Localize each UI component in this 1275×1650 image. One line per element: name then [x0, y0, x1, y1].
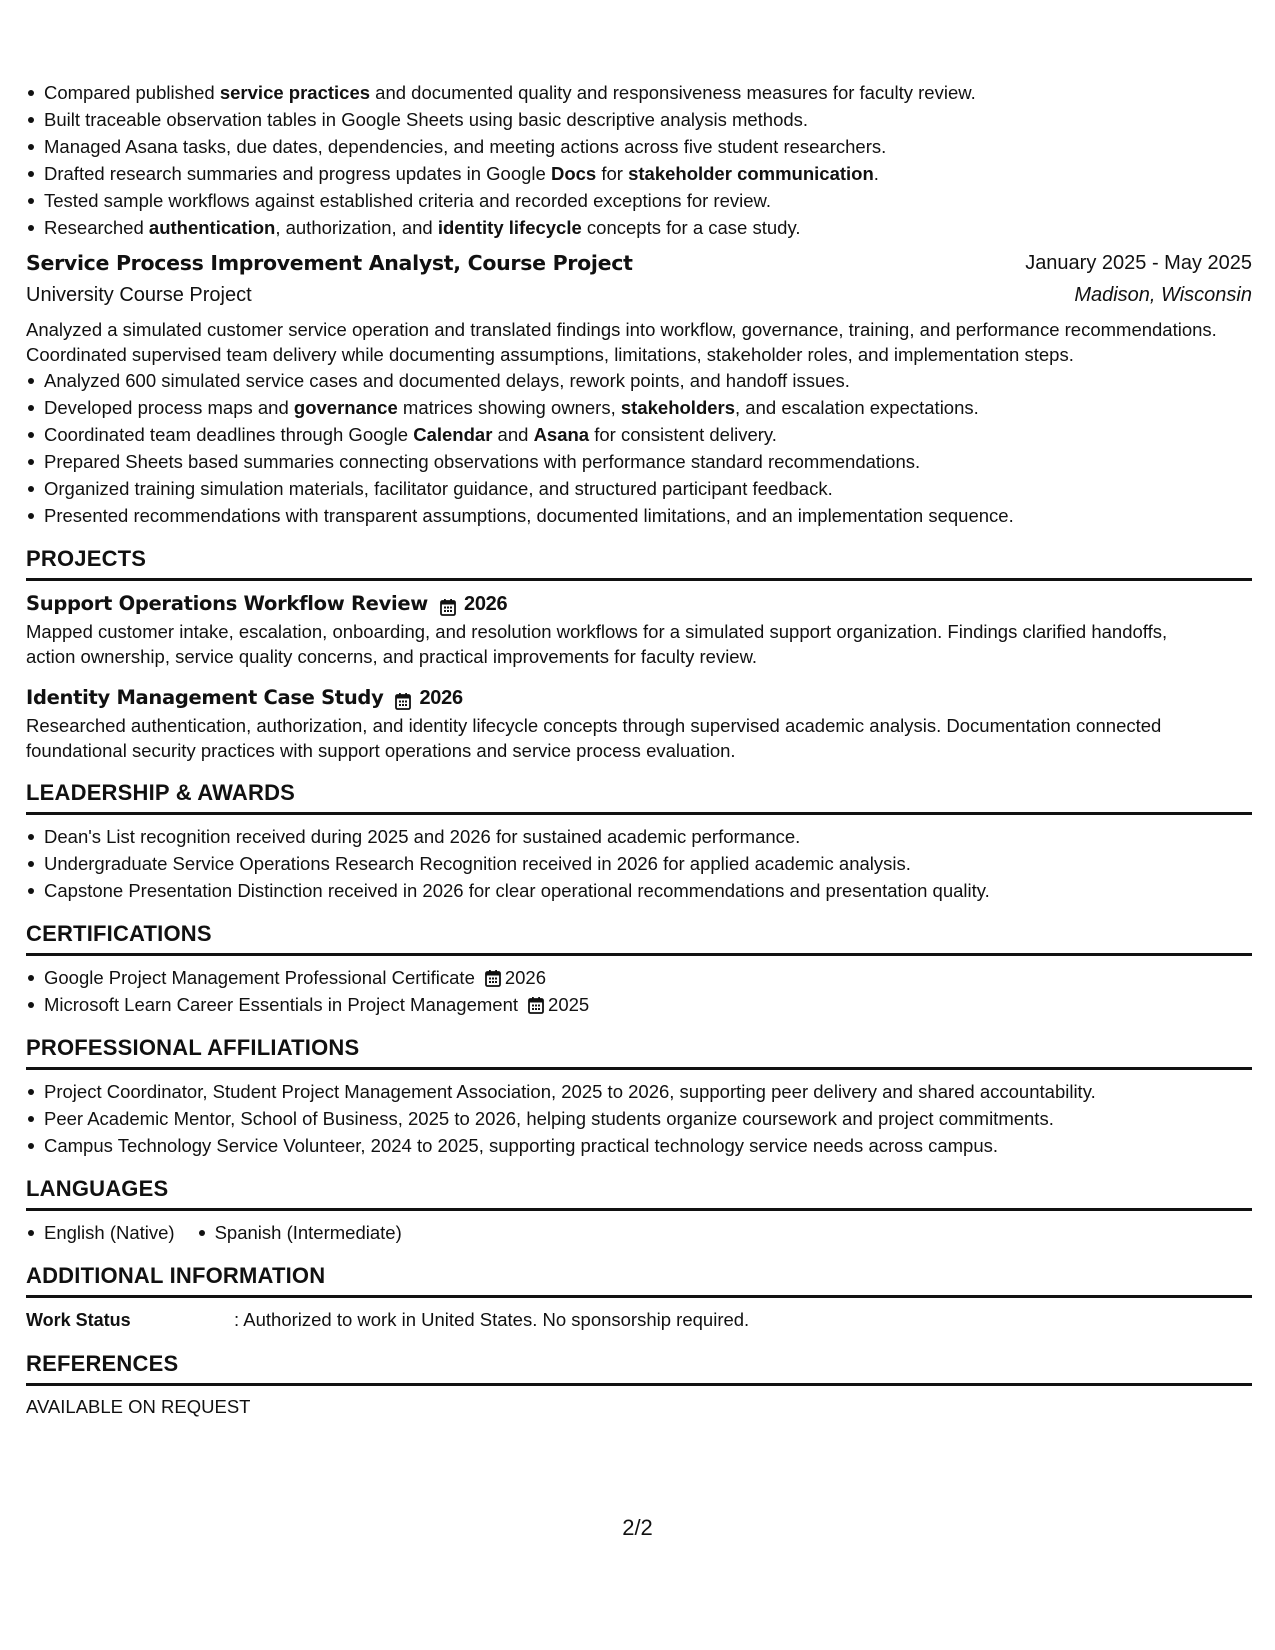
leadership-section — [26, 777, 1252, 904]
affiliations-section — [26, 1032, 1252, 1159]
project-description-line: action ownership, service quality concerns, and practical improvements for faculty review. — [26, 646, 758, 667]
project-description — [26, 619, 1252, 669]
project-entry — [26, 589, 1252, 669]
bullet-item: Researched authentication, authorization, and identity lifecycle concepts for a case study. — [44, 214, 1252, 241]
section-heading: PROFESSIONAL AFFILIATIONS — [26, 1032, 1252, 1070]
section-heading: ADDITIONAL INFORMATION — [26, 1260, 1252, 1298]
languages-section — [26, 1173, 1252, 1246]
certification-year: 2025 — [548, 994, 590, 1015]
bullet-item: Presented recommendations with transparent assumptions, documented limitations, and an implementation sequence. — [44, 502, 1252, 529]
award-item: Undergraduate Service Operations Research Recognition received in 2026 for applied academic analysis. — [44, 850, 1252, 877]
work-status-label: Work Status — [26, 1310, 131, 1330]
affiliation-item: Project Coordinator, Student Project Management Association, 2025 to 2026, supporting peer delivery and shared accountability. — [44, 1078, 1252, 1105]
language-item: English (Native) — [44, 1219, 175, 1246]
award-item: Capstone Presentation Distinction received in 2026 for clear operational recommendations and presentation quality. — [44, 877, 1252, 904]
bullet-item: Developed process maps and governance matrices showing owners, stakeholders, and escalation expectations. — [44, 394, 1252, 421]
project-year: 2026 — [419, 687, 463, 709]
certification-item — [44, 991, 1252, 1018]
certification-name: Microsoft Learn Career Essentials in Project Management — [44, 994, 519, 1015]
calendar-icon — [440, 595, 456, 613]
job-summary — [26, 317, 1252, 367]
references-text: AVAILABLE ON REQUEST — [26, 1396, 251, 1417]
section-heading: CERTIFICATIONS — [26, 918, 1252, 956]
bullet-item: Prepared Sheets based summaries connecting observations with performance standard recommendations. — [44, 448, 1252, 475]
section-heading: REFERENCES — [26, 1348, 1252, 1386]
project-description-line: Researched authentication, authorization, and identity lifecycle concepts through supervised academic analysis. Documentation connected — [26, 715, 1162, 736]
affiliation-item: Peer Academic Mentor, School of Business, 2025 to 2026, helping students organize coursework and project commitments. — [44, 1105, 1252, 1132]
section-heading: PROJECTS — [26, 543, 1252, 581]
job-summary-line: Coordinated supervised team delivery while documenting assumptions, limitations, stakeholder roles, and implementation steps. — [26, 344, 1074, 365]
resume-page — [26, 0, 1252, 1420]
certification-item — [44, 964, 1252, 991]
job-location: Madison, Wisconsin — [1074, 284, 1252, 306]
previous-role-bullets — [26, 79, 1252, 241]
project-title-row — [26, 589, 1252, 619]
certifications-section — [26, 918, 1252, 1018]
work-status-value: : Authorized to work in United States. No sponsorship required. — [234, 1309, 750, 1330]
project-description-line: foundational security practices with support operations and service process evaluation. — [26, 740, 736, 761]
references-section — [26, 1348, 1252, 1420]
bullet-item: Analyzed 600 simulated service cases and documented delays, rework points, and handoff issues. — [44, 367, 1252, 394]
projects-section — [26, 543, 1252, 763]
calendar-icon — [395, 689, 411, 707]
language-item: Spanish (Intermediate) — [215, 1219, 402, 1246]
bullet-item: Drafted research summaries and progress updates in Google Docs for stakeholder communication. — [44, 160, 1252, 187]
project-entry — [26, 683, 1252, 763]
job-header — [26, 247, 1252, 280]
bullet-item: Compared published service practices and documented quality and responsiveness measures for faculty review. — [44, 79, 1252, 106]
job-summary-line: Analyzed a simulated customer service operation and translated findings into workflow, governance, training, and performance recommendations. — [26, 319, 1217, 340]
affiliations-list — [26, 1078, 1252, 1159]
bullet-item: Tested sample workflows against established criteria and recorded exceptions for review. — [44, 187, 1252, 214]
calendar-icon — [528, 994, 544, 1012]
job-organization: University Course Project — [26, 284, 252, 306]
job-subheader — [26, 280, 1252, 311]
certifications-list — [26, 964, 1252, 1018]
bullet-item: Managed Asana tasks, due dates, dependencies, and meeting actions across five student researchers. — [44, 133, 1252, 160]
bullet-item: Built traceable observation tables in Google Sheets using basic descriptive analysis methods. — [44, 106, 1252, 133]
work-status-row — [26, 1306, 1252, 1334]
job-bullets — [26, 367, 1252, 529]
certification-name: Google Project Management Professional Certificate — [44, 967, 475, 988]
page-number: 2/2 — [622, 1515, 653, 1540]
job-dates: January 2025 - May 2025 — [1025, 252, 1252, 274]
additional-info-section — [26, 1260, 1252, 1334]
leadership-list — [26, 823, 1252, 904]
languages-list — [26, 1219, 1252, 1246]
calendar-icon — [485, 967, 501, 985]
project-title: Identity Management Case Study — [26, 686, 384, 709]
bullet-item: Organized training simulation materials, facilitator guidance, and structured participant feedback. — [44, 475, 1252, 502]
section-heading: LEADERSHIP & AWARDS — [26, 777, 1252, 815]
project-description — [26, 713, 1252, 763]
section-heading: LANGUAGES — [26, 1173, 1252, 1211]
affiliation-item: Campus Technology Service Volunteer, 2024 to 2025, supporting practical technology service needs across campus. — [44, 1132, 1252, 1159]
award-item: Dean's List recognition received during 2025 and 2026 for sustained academic performance. — [44, 823, 1252, 850]
project-title: Support Operations Workflow Review — [26, 592, 429, 615]
project-title-row — [26, 683, 1252, 713]
project-description-line: Mapped customer intake, escalation, onboarding, and resolution workflows for a simulated support organization. Findings clarified handoffs, — [26, 621, 1168, 642]
job-title: Service Process Improvement Analyst, Course Project — [26, 251, 633, 275]
project-year: 2026 — [464, 593, 508, 615]
bullet-item: Coordinated team deadlines through Google Calendar and Asana for consistent delivery. — [44, 421, 1252, 448]
certification-year: 2026 — [504, 967, 547, 988]
